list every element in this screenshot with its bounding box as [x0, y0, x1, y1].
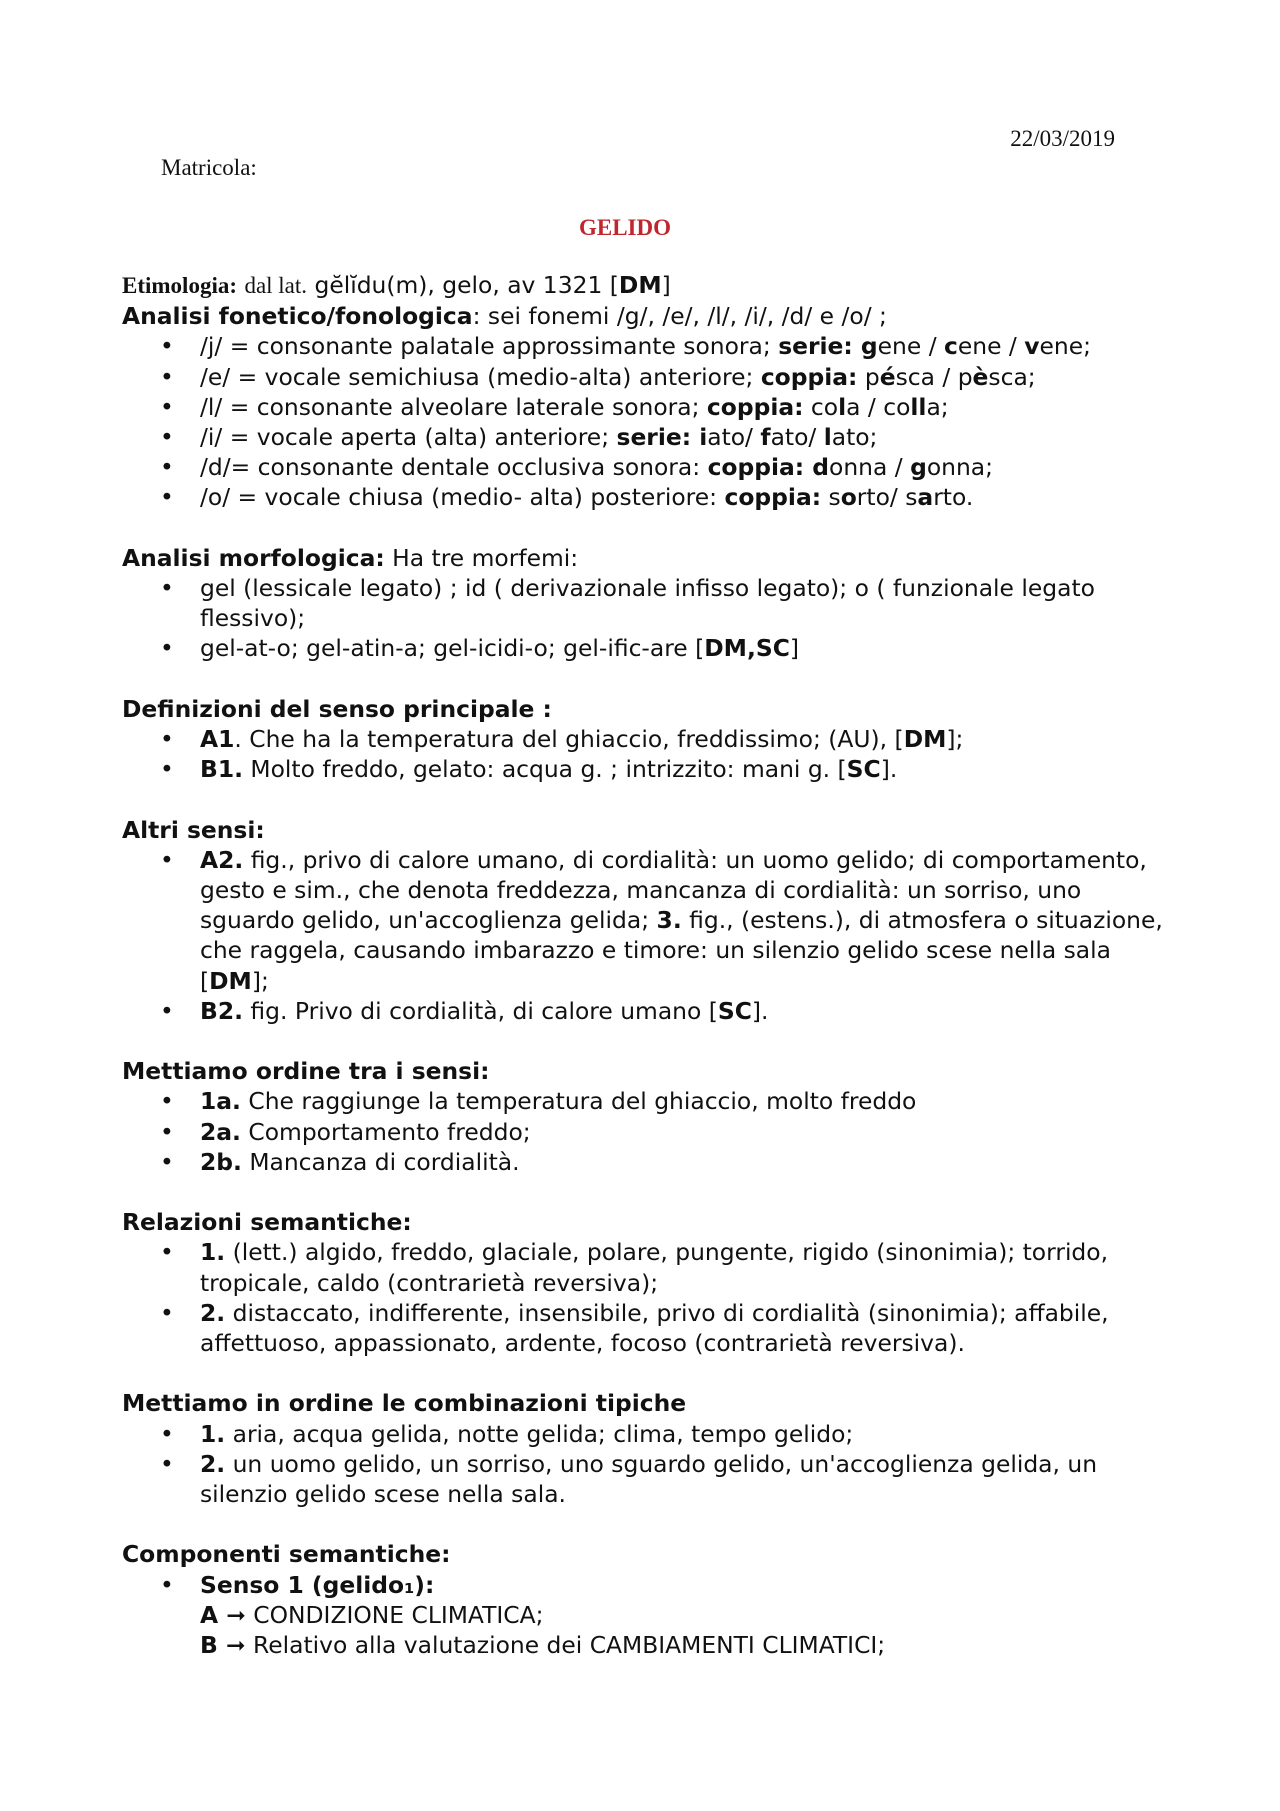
list-item [122, 845, 1182, 996]
text-span: DM [209, 966, 252, 995]
list-item [122, 573, 1182, 633]
text-span: Definizioni del senso principale : [122, 694, 552, 723]
text-span: a / co [846, 392, 911, 421]
text-span: Ha tre morfemi: [384, 543, 579, 572]
text-span: Relativo alla valutazione dei CAMBIAMENTI CLIMATICI; [245, 1631, 886, 1660]
definizioni-heading [122, 694, 1182, 724]
list-item [122, 754, 1182, 784]
text-span: ]. [751, 996, 769, 1025]
text-span: rto/ s [856, 483, 918, 512]
text-span: Comportamento freddo; [240, 1117, 531, 1146]
text-span: B1. [200, 755, 243, 784]
text-span: a [917, 483, 934, 512]
text-span: /i/ = vocale aperta (alta) anteriore; [200, 423, 617, 452]
list-item [122, 1419, 1182, 1449]
text-span: : sei fonemi /g/, /e/, /l/, /i/, /d/ e /o/ ; [472, 302, 887, 331]
text-span: un uomo gelido, un sorriso, uno sguardo gelido, un'accoglienza gelida, un silenzio gelido scese nella sala. [200, 1449, 1098, 1509]
list-item [122, 392, 1182, 422]
list-item [122, 422, 1182, 452]
list-item [122, 1298, 1182, 1358]
text-span: Senso 1 (gelido₁): [200, 1570, 435, 1599]
text-span: 2b. [200, 1147, 242, 1176]
text-span: Mancanza di cordialità. [241, 1147, 520, 1176]
text-span: a; [926, 392, 949, 421]
text-span: ato/ [707, 423, 761, 452]
text-span: Che raggiunge la temperatura del ghiaccio, molto freddo [240, 1087, 917, 1116]
text-span: o [840, 483, 857, 512]
list-item [122, 996, 1182, 1026]
text-span: gel-at-o; gel-atin-a; gel-icidi-o; gel-ific-are [ [200, 634, 705, 663]
text-span: SC [846, 755, 881, 784]
list-item [122, 1449, 1182, 1509]
text-span: 1. [200, 1419, 226, 1448]
text-span: v [1024, 332, 1040, 361]
etimologia-line [122, 270, 1182, 301]
text-span: ll [910, 392, 927, 421]
altri-list [122, 845, 1182, 1026]
text-span: SC [717, 996, 752, 1025]
text-span: sca / p [895, 362, 973, 391]
altri-heading [122, 815, 1182, 845]
text-span: dal lat. [244, 273, 308, 298]
text-span: . Che ha la temperatura del ghiaccio, freddissimo; (AU), [ [234, 725, 904, 754]
text-span: 1a. [200, 1087, 241, 1116]
text-span: Componenti semantiche: [122, 1540, 451, 1569]
text-span: DM [903, 725, 947, 754]
text-span: 2. [200, 1298, 226, 1327]
text-span: Analisi morfologica: [122, 543, 385, 572]
text-span: c [944, 332, 958, 361]
relazioni-list [122, 1237, 1182, 1358]
text-span: s [821, 483, 841, 512]
date: 22/03/2019 [1010, 126, 1115, 151]
text-span: ]; [946, 725, 964, 754]
text-span: g [910, 453, 927, 482]
text-span: fig., (estens.), di atmosfera o situazione, che raggela, causando imbarazzo e timore: un silenzio gelido scese nella sala [ [200, 906, 1163, 995]
text-span: ] [661, 271, 671, 299]
fonetica-list [122, 331, 1182, 512]
text-span: A2. [200, 845, 244, 874]
text-span: 3. [656, 906, 682, 935]
text-span: 2. [200, 1449, 226, 1478]
text-span: ] [789, 634, 799, 663]
text-span: B ➞ [200, 1631, 246, 1660]
text-span: sca; [988, 362, 1036, 391]
list-item [122, 482, 1182, 512]
list-item [122, 452, 1182, 482]
text-span: fig., privo di calore umano, di cordialità: un uomo gelido; di comportamento, gesto e sim., che denota freddezza, mancanza di cordialità: un sorriso, uno sguardo gelido, un'accoglienza gelida; [200, 845, 1147, 935]
text-span: serie: i [616, 423, 708, 452]
text-span: DM,SC [704, 634, 790, 663]
page-title: GELIDO [578, 215, 672, 240]
etimologia-label: Etimologia: [122, 273, 237, 298]
list-item [122, 331, 1182, 361]
matricola-label: Matricola: [161, 155, 257, 180]
text-span: coppia: [760, 362, 858, 391]
text-span: A ➞ [200, 1600, 246, 1629]
text-span: /d/= consonante dentale occlusiva sonora: [200, 453, 708, 482]
text-span: serie: g [778, 332, 878, 361]
text-span: 1. [200, 1238, 226, 1267]
componenti-list [122, 1570, 1182, 1661]
list-item [122, 724, 1182, 754]
text-span: DM [618, 271, 662, 299]
text-span: ]. [880, 755, 898, 784]
text-span: ]; [251, 966, 269, 995]
text-span: distaccato, indifferente, insensibile, privo di cordialità (sinonimia); affabile, affettuoso, appassionato, ardente, focoso (contrarietà reversiva). [200, 1298, 1109, 1358]
fonetica-heading [122, 301, 1182, 331]
text-span: ato/ [770, 423, 824, 452]
text-span: ene / [877, 332, 945, 361]
text-span: ene / [957, 332, 1017, 361]
text-span: f [760, 423, 771, 452]
text-span: onna / [829, 453, 911, 482]
text-span: coppia: d [707, 453, 830, 482]
text-span: ene; [1039, 332, 1092, 361]
document-body [122, 270, 1182, 1660]
list-item [122, 362, 1182, 392]
text-span: aria, acqua gelida, notte gelida; clima, tempo gelido; [225, 1419, 854, 1448]
text-span: l [823, 423, 832, 452]
combinazioni-list [122, 1419, 1182, 1510]
text-span: Altri sensi: [122, 815, 265, 844]
text-span: gĕlĭdu(m), gelo, av 1321 [ [307, 271, 619, 299]
list-item [122, 633, 1182, 663]
text-span: gel (lessicale legato) ; id ( derivazionale infisso legato); o ( funzionale legato flessivo); [200, 574, 1095, 633]
text-span: Analisi fonetico/fonologica [122, 302, 473, 331]
text-span: è [972, 362, 989, 391]
text-span: /j/ = consonante palatale approssimante sonora; [200, 332, 779, 361]
definizioni-list [122, 724, 1182, 784]
text-span: p [857, 362, 880, 391]
list-item [122, 1117, 1182, 1147]
text-span: 2a. [200, 1117, 241, 1146]
text-span: coppia: [724, 483, 822, 512]
text-span: rto. [933, 483, 974, 512]
list-item [122, 1147, 1182, 1177]
text-span: l [838, 392, 847, 421]
text-span: A1 [200, 725, 235, 754]
text-span: onna; [926, 453, 994, 482]
list-item [122, 1086, 1182, 1116]
text-span: coppia: [706, 392, 804, 421]
text-span: ato; [831, 423, 878, 452]
text-span: Molto freddo, gelato: acqua g. ; intrizzito: mani g. [ [243, 755, 847, 784]
componenti-heading [122, 1539, 1182, 1569]
text-span: /l/ = consonante alveolare laterale sonora; [200, 392, 707, 421]
combinazioni-heading [122, 1388, 1182, 1418]
morfologica-list [122, 573, 1182, 664]
text-span: CONDIZIONE CLIMATICA; [245, 1600, 544, 1629]
text-span: Mettiamo in ordine le combinazioni tipiche [122, 1389, 687, 1418]
ordine-list [122, 1086, 1182, 1177]
text-span: /o/ = vocale chiusa (medio- alta) posteriore: [200, 483, 725, 512]
text-span: Mettiamo ordine tra i sensi: [122, 1057, 490, 1086]
ordine-heading [122, 1056, 1182, 1086]
list-item [122, 1237, 1182, 1297]
list-item [122, 1570, 1182, 1661]
morfologica-heading [122, 543, 1182, 573]
relazioni-heading [122, 1207, 1182, 1237]
text-span: B2. [200, 996, 243, 1025]
text-span: é [879, 362, 896, 391]
text-span: (lett.) algido, freddo, glaciale, polare, pungente, rigido (sinonimia); torrido, tropicale, caldo (contrarietà reversiva); [200, 1238, 1109, 1297]
text-span: Relazioni semantiche: [122, 1208, 412, 1237]
text-span: co [803, 392, 839, 421]
text-span: /e/ = vocale semichiusa (medio-alta) anteriore; [200, 362, 761, 391]
text-span: fig. Privo di cordialità, di calore umano [ [243, 996, 718, 1025]
